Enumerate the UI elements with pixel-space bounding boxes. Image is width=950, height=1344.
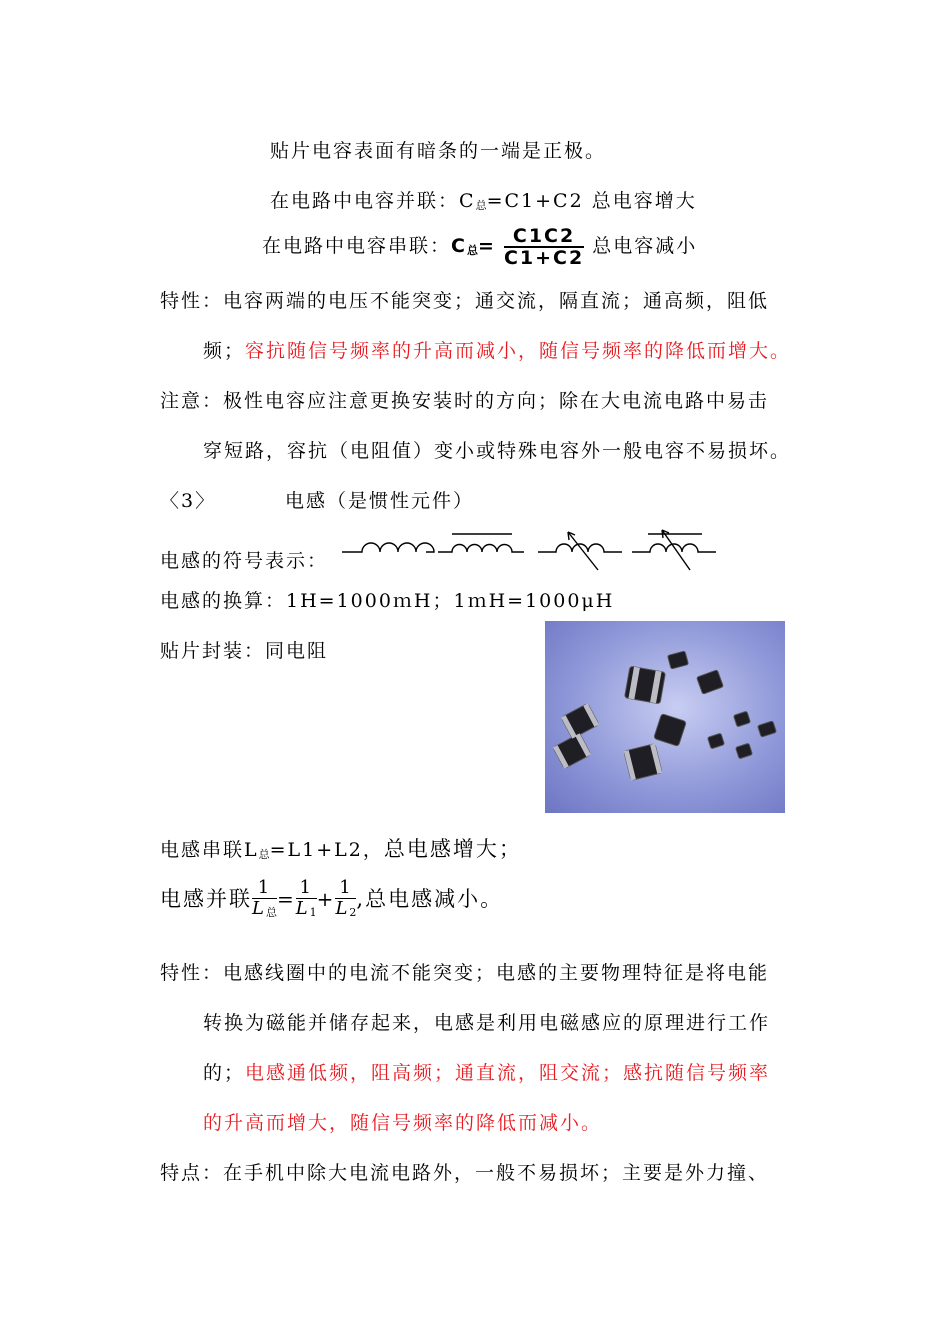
para-inductor-properties-line2: 转换为磁能并储存起来，电感是利用电磁感应的原理进行工作 <box>203 1012 771 1034</box>
line-smd-capacitor-polarity: 贴片电容表面有暗条的一端是正极。 <box>270 140 607 162</box>
plus: + <box>316 887 336 911</box>
subscript: 1 <box>309 906 317 919</box>
para-inductor-properties-line3 <box>203 1060 770 1086</box>
inductor-series-formula <box>160 836 522 868</box>
denominator <box>335 899 356 923</box>
subscript: 总 <box>258 848 270 861</box>
numerator: C1C2 <box>504 226 584 248</box>
numerator: 1 <box>252 878 277 899</box>
highlight-text: 容抗随信号频率的升高而减小，随信号频率的降低而增大。 <box>245 340 792 362</box>
denominator <box>296 899 317 923</box>
label: 在电路中电容并联： <box>270 190 460 212</box>
formula: =L1+L2， <box>269 839 384 861</box>
para-inductor-properties-line1: 特性：电感线圈中的电流不能突变；电感的主要物理特征是将电能 <box>160 962 770 984</box>
text: 频； <box>203 340 246 362</box>
subscript: 总 <box>466 244 478 257</box>
numerator: 1 <box>335 878 356 899</box>
label: 在电路中电容串联： <box>262 235 452 257</box>
inductor-parallel-formula <box>160 870 503 928</box>
inductor-unit-conversion: 电感的换算：1H=1000ｍH；1ｍH=1000μH <box>160 590 615 612</box>
c-symbol: C <box>459 190 476 212</box>
l-symbol: L <box>295 898 310 919</box>
section-title: 电感（是惯性元件） <box>285 490 475 512</box>
section-number: 〈3〉 <box>160 490 217 512</box>
line-capacitor-series <box>262 224 697 273</box>
inductor-symbol-label: 电感的符号表示： <box>160 550 329 572</box>
subscript: 2 <box>349 906 357 919</box>
l-symbol: L <box>252 898 266 919</box>
fraction-l2 <box>335 878 356 923</box>
fraction-l1 <box>296 878 317 923</box>
para-capacitor-properties-line1: 特性：电容两端的电压不能突变；通交流，隔直流；通高频，阻低 <box>160 290 770 312</box>
label: 电感并联 <box>160 887 252 911</box>
para-capacitor-properties-line2 <box>203 338 791 364</box>
fraction-total <box>252 878 277 923</box>
result: 总电感增大； <box>383 837 522 861</box>
formula: =C1+C2 <box>486 190 584 212</box>
para-capacitor-notes-line2: 穿短路，容抗（电阻值）变小或特殊电容外一般电容不易损坏。 <box>203 440 792 462</box>
label: 电感串联L <box>160 839 259 861</box>
result: 总电容减小 <box>592 235 698 257</box>
series-fraction <box>504 226 584 268</box>
para-inductor-properties-line4: 的升高而增大，随信号频率的降低而减小。 <box>203 1112 603 1134</box>
highlight-text: 电感通低频，阻高频；通直流，阻交流；感抗随信号频率 <box>245 1062 771 1084</box>
equals: = <box>276 887 296 911</box>
result: ,总电感减小。 <box>356 887 504 911</box>
c-symbol: C <box>451 235 467 257</box>
subscript: 总 <box>265 906 277 919</box>
line-capacitor-parallel <box>270 188 697 219</box>
inductor-symbols-icon <box>340 524 720 574</box>
para-inductor-features: 特点：在手机中除大电流电路外，一般不易损坏；主要是外力撞、 <box>160 1162 770 1184</box>
denominator <box>252 899 277 923</box>
result: 总电容增大 <box>591 190 697 212</box>
text: 的； <box>203 1062 246 1084</box>
numerator: 1 <box>296 878 317 899</box>
smd-inductors-photo <box>545 621 785 813</box>
smd-package-note: 贴片封装：同电阻 <box>160 640 329 662</box>
equals: = <box>477 235 496 257</box>
subscript: 总 <box>475 199 487 212</box>
para-capacitor-notes-line1: 注意：极性电容应注意更换安装时的方向；除在大电流电路中易击 <box>160 390 770 412</box>
l-symbol: L <box>335 898 350 919</box>
denominator: C1+C2 <box>503 247 585 269</box>
